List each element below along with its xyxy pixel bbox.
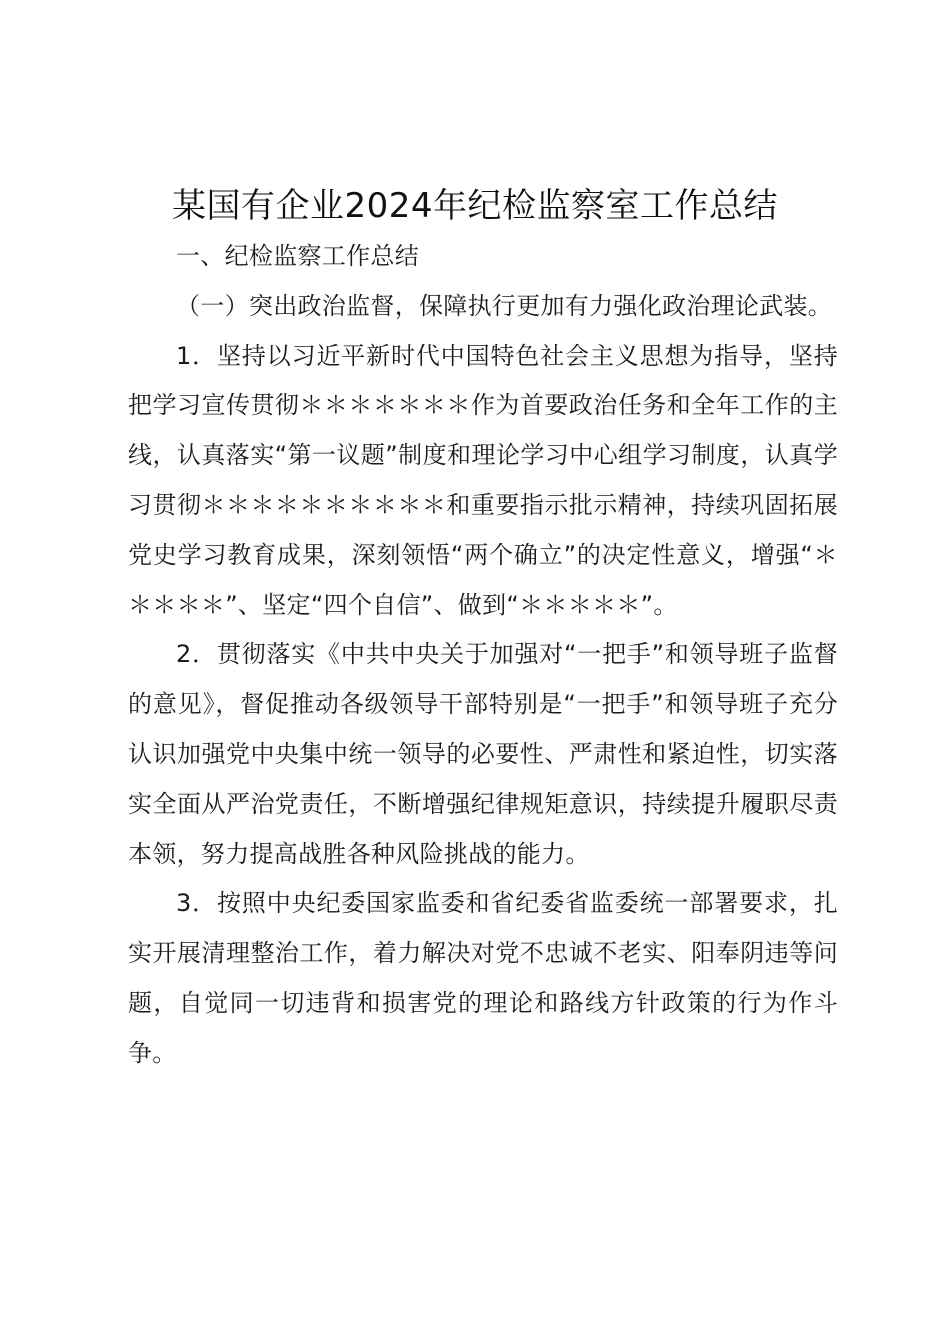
section-heading: 一、纪检监察工作总结 — [176, 242, 419, 270]
paragraph-item-2: 2．贯彻落实《中共中央关于加强对“一把手”和领导班子监督的意见》，督促推动各级领导干部特别是“一把手”和领导班子充分认识加强党中央集中统一领导的必要性、严肃性和紧迫性，切实落实全面从严治党责任，不断增强纪律规矩意识，持续提升履职尽责本领，努力提高战胜各种风险挑战的能力。 — [128, 640, 838, 868]
paragraph-item-1: 1．坚持以习近平新时代中国特色社会主义思想为指导，坚持把学习宣传贯彻＊＊＊＊＊＊＊作为首要政治任务和全年工作的主线，认真落实“第一议题”制度和理论学习中心组学习制度，认真学习贯彻＊＊＊＊＊＊＊＊＊＊和重要指示批示精神，持续巩固拓展党史学习教育成果，深刻领悟“两个确立”的决定性意义，增强“＊＊＊＊＊”、坚定“四个自信”、做到“＊＊＊＊＊”。 — [128, 341, 838, 619]
document-body — [128, 232, 838, 1079]
paragraph-item-3: 3．按照中央纪委国家监委和省纪委省监委统一部署要求，扎实开展清理整治工作，着力解决对党不忠诚不老实、阳奉阴违等问题，自觉同一切违背和损害党的理论和路线方针政策的行为作斗争。 — [128, 889, 838, 1067]
paragraph-political-supervision: （一）突出政治监督，保障执行更加有力强化政治理论武装。 — [176, 291, 833, 320]
document-title: 某国有企业2024年纪检监察室工作总结 — [171, 186, 779, 226]
